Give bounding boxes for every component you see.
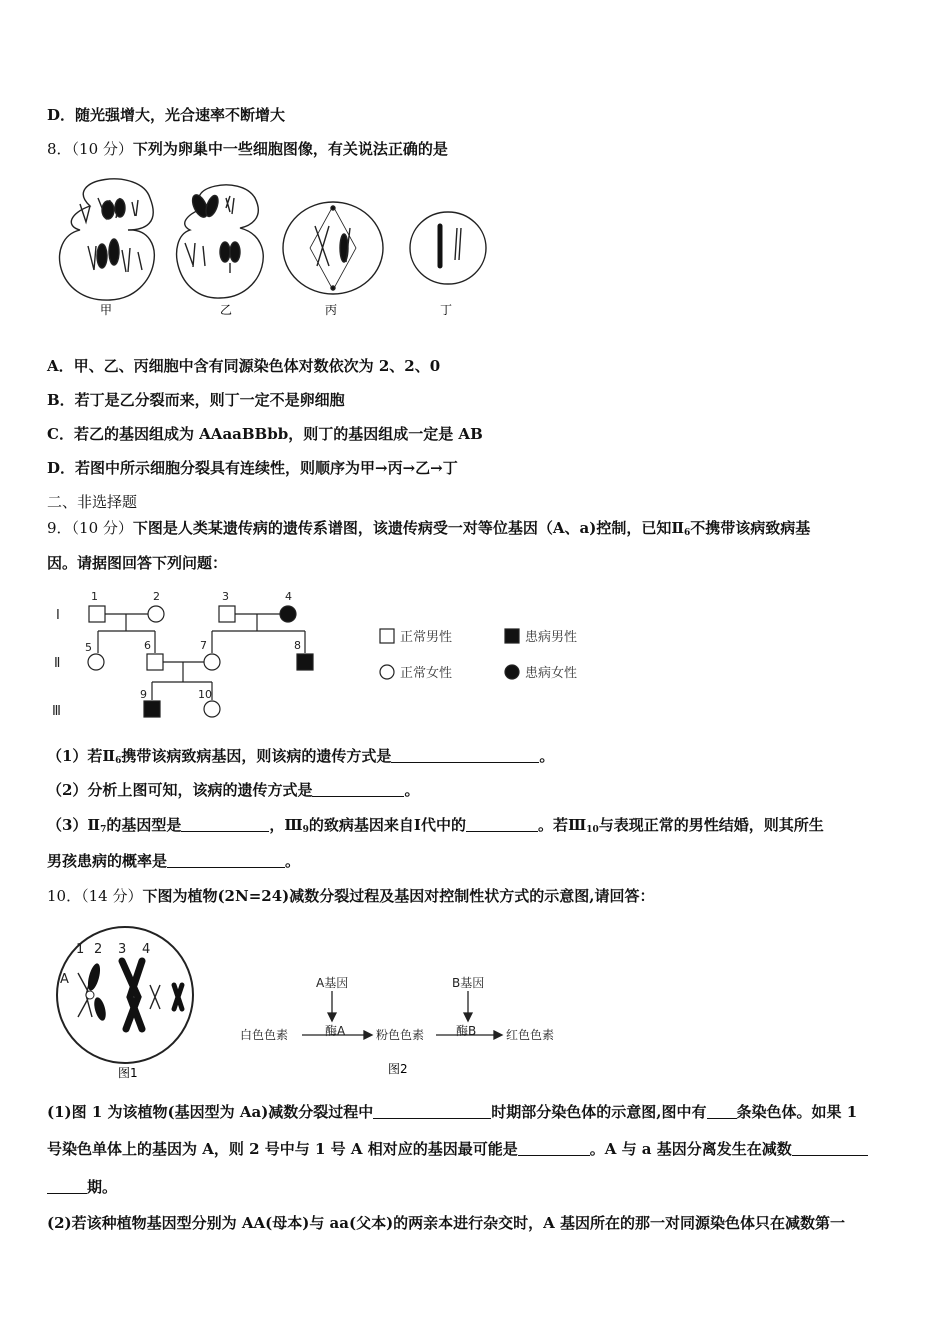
q9-q1-prefix: （1）若Ⅱ [47,747,116,765]
q9-score: （10 分） [71,519,133,537]
fig1-gene-a: A [60,972,69,987]
fig2-red-pigment: 红色色素 [506,1028,555,1042]
label-jia: 甲 [100,303,113,317]
label-yi: 乙 [220,303,233,317]
q9-q3-text-c: ，Ⅲ [269,816,303,834]
q9-q2-text: （2）分析上图可知，该病的遗传方式是 [47,781,313,799]
legend-affected-male-symbol [505,629,519,643]
fig2-enzyme-a: 酶A [325,1024,346,1038]
fig2-gene-a: A基因 [316,976,349,990]
q9-question-2 [47,779,419,800]
fig2-white-pigment: 白色色素 [240,1028,289,1042]
pedigree-num-2: 2 [153,590,160,603]
pedigree-num-9: 9 [140,688,147,701]
pedigree-num-6: 6 [144,639,151,652]
label-ding: 丁 [440,303,453,317]
q10-p1-period-blank[interactable] [373,1104,491,1119]
q9-q3-sub7: 7 [100,825,107,835]
q7-option-d: D．随光强增大，光合速率不断增大 [47,106,286,124]
legend-normal-female: 正常女性 [400,666,453,681]
q10-p1-text-c: 条染色体。如果 1 [736,1103,858,1121]
legend-normal-male-symbol [380,629,394,643]
q10-p1-gene-blank[interactable] [518,1141,590,1156]
fig1-num-2: 2 [94,942,103,957]
fig2-gene-b: B基因 [452,976,485,990]
pedigree-num-4: 4 [285,590,292,603]
pedigree-iii10-normal-female [204,701,220,717]
pedigree-ii5-normal-female [88,654,104,670]
q10-number: 10． [47,887,82,905]
q9-q3-text-b: 的基因型是 [106,816,182,834]
q10-p1-text-a: (1)图 1 为该植物(基因型为 Aa)减数分裂过程中 [47,1103,374,1121]
pedigree-ii7-normal-female [204,654,220,670]
fig1-num-1: 1 [76,942,85,957]
q9-stem [47,517,810,538]
q10-part2: (2)若该种植物基因型分别为 AA(母本)与 aa(父本)的两亲本进行杂交时，A 基因所在的那一对同源染色体只在减数第一 [47,1214,846,1232]
pedigree-i3-normal-male [219,606,235,622]
q9-q3-end: 。 [285,852,301,870]
q10-stem [47,885,654,906]
fig1-num-4: 4 [142,942,151,957]
fig1-num-3: 3 [118,942,127,957]
q10-p1-text-e: 。A 与 a 基因分离发生在减数 [589,1140,792,1158]
q8-stem [47,138,448,159]
q9-question-1 [47,745,554,766]
q9-q3-probability-blank[interactable] [167,853,285,868]
q9-sub6: 6 [684,528,691,538]
q9-question-3 [47,814,824,835]
fig2-caption: 图2 [388,1062,408,1076]
label-bing: 丙 [325,303,338,317]
q10-p1-text-b: 时期部分染色体的示意图,图中有 [491,1103,707,1121]
pedigree-i1-normal-male [89,606,105,622]
pedigree-num-1: 1 [91,590,98,603]
q9-number: 9． [47,519,72,537]
gen-label-ii: Ⅱ [54,656,61,671]
cell-jia [60,179,155,300]
pedigree-i2-normal-female [148,606,164,622]
gen-label-iii: Ⅲ [52,704,61,719]
q8-cell-figure [50,168,500,328]
legend-affected-male: 患病男性 [525,630,578,645]
legend-normal-female-symbol [380,665,394,679]
fig1-caption: 图1 [118,1066,138,1080]
q9-q3-genotype-blank[interactable] [181,817,269,832]
q9-q1-text: 携带该病致病基因，则该病的遗传方式是 [121,747,392,765]
q9-q3-text-d: 的致病基因来自Ⅰ代中的 [308,816,466,834]
pedigree-i4-affected-female [280,606,296,622]
q10-figure [50,925,580,1085]
q10-part1-line2 [47,1138,868,1159]
q10-p1-meiosis-blank[interactable] [792,1141,868,1156]
q10-stem-text: 下图为植物(2N=24)减数分裂过程及基因对控制性状方式的示意图,请回答： [142,887,655,905]
q9-stem-continued: 因。请据图回答下列问题： [47,554,228,572]
pedigree-num-10: 10 [198,688,212,701]
q10-p1-text-d: 号染色单体上的基因为 A，则 2 号中与 1 号 A 相对应的基因最可能是 [47,1140,518,1158]
q9-q3-text-e: 。若Ⅲ [537,816,587,834]
q9-q3-sub9: 9 [302,825,309,835]
pedigree-ii8-affected-male [297,654,313,670]
q9-stem-b: 不携带该病致病基 [690,519,811,537]
q8-option-b: B．若丁是乙分裂而来，则丁一定不是卵细胞 [47,391,345,409]
q8-option-a: A．甲、乙、丙细胞中含有同源染色体对数依次为 2、2、0 [47,357,441,375]
pedigree-iii9-affected-male [144,701,160,717]
q10-p1-text-f: 期。 [87,1178,118,1196]
pedigree-num-7: 7 [200,639,207,652]
gen-label-i: Ⅰ [56,608,60,623]
legend-normal-male: 正常男性 [400,630,453,645]
q8-stem-text: 下列为卵巢中一些细胞图像，有关说法正确的是 [132,140,448,158]
q8-number: 8． [47,140,72,158]
q9-q3-sub10: 10 [586,825,599,835]
fig2-enzyme-b: 酶B [456,1024,477,1038]
q9-q1-sub: 6 [115,756,122,766]
pedigree-chart [50,585,610,720]
pedigree-num-3: 3 [222,590,229,603]
cell-ding [410,212,486,284]
q9-q3-prefix: （3）Ⅱ [47,816,101,834]
cell-bing [283,202,383,294]
pedigree-num-5: 5 [85,641,92,654]
legend-affected-female-symbol [505,665,519,679]
q10-part1-line1 [47,1101,857,1122]
fig1-cell [57,927,193,1063]
q9-q3-text-f: 与表现正常的男性结婚，则其所生 [598,816,824,834]
q9-q2-end: 。 [404,781,420,799]
section-heading: 二、非选择题 [47,493,138,511]
q10-score: （14 分） [81,887,143,905]
q9-q2-answer-blank[interactable] [312,782,404,797]
q8-score: （10 分） [71,140,133,158]
q10-part1-line3 [47,1176,117,1197]
q9-q1-end: 。 [539,747,555,765]
pedigree-num-8: 8 [294,639,301,652]
q9-stem-a: 下图是人类某遗传病的遗传系谱图，该遗传病受一对等位基因（A、a)控制，已知Ⅱ [132,519,685,537]
pedigree-ii6-normal-male [147,654,163,670]
q8-option-d: D．若图中所示细胞分裂具有连续性，则顺序为甲→丙→乙→丁 [47,459,458,477]
fig2-pink-pigment: 粉色色素 [376,1028,425,1042]
q10-p1-meiosis-blank-continued[interactable] [47,1179,87,1194]
legend-affected-female: 患病女性 [525,666,578,681]
q10-p1-count-blank[interactable] [707,1104,737,1119]
q8-option-c: C．若乙的基因组成为 AAaaBBbb，则丁的基因组成一定是 AB [47,425,483,443]
q9-question-3-continued [47,850,300,871]
q9-q3-source-blank[interactable] [466,817,538,832]
cell-yi [177,185,264,298]
q9-q1-answer-blank[interactable] [391,748,539,763]
q9-q3-text-g: 男孩患病的概率是 [47,852,168,870]
